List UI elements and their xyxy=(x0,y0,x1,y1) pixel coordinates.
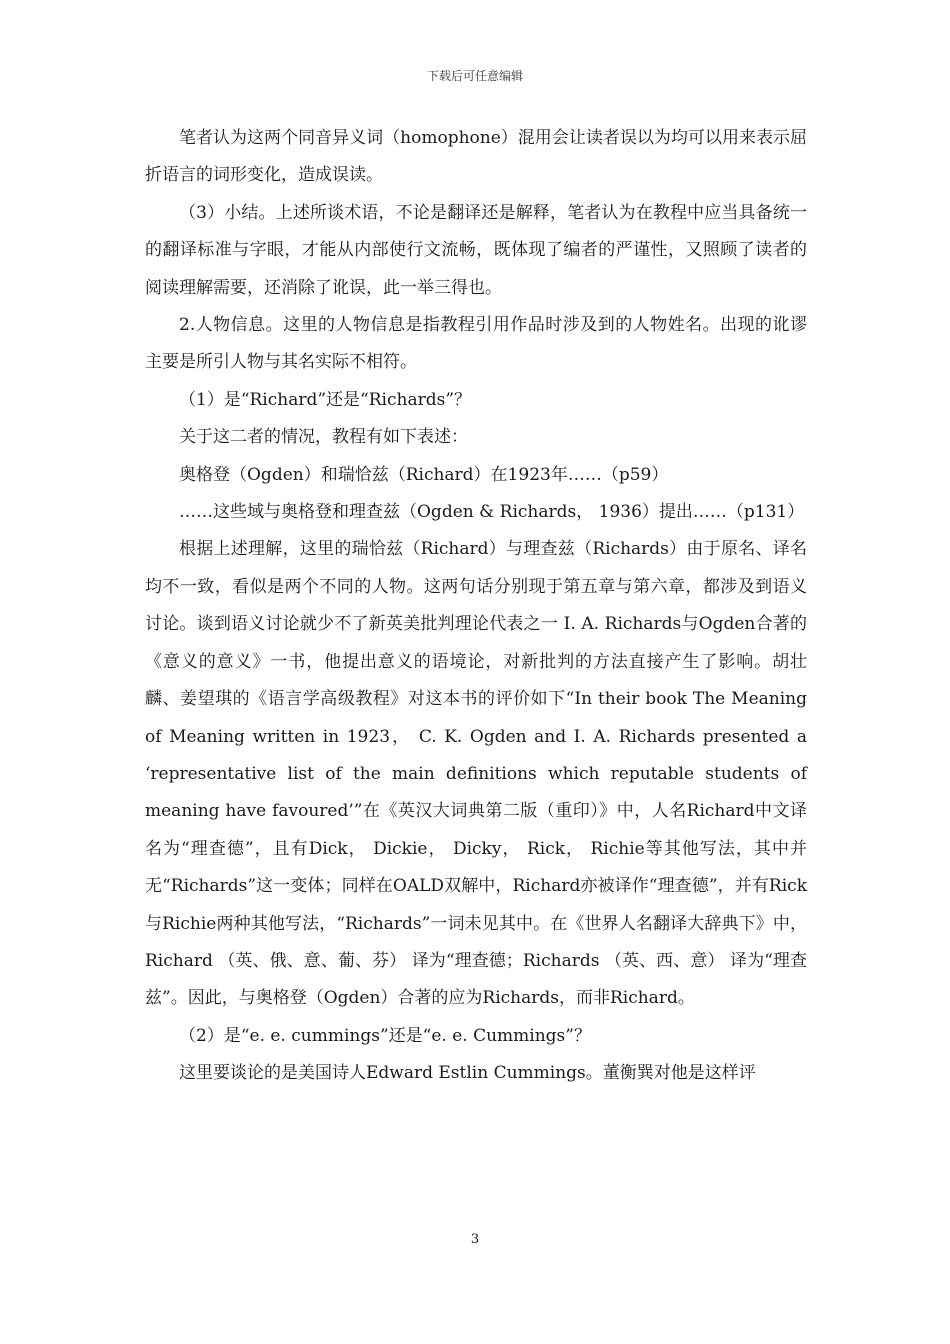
paragraph-homophone: 笔者认为这两个同音异义词（homophone）混用会让读者误以为均可以用来表示屈折语言的词形变化，造成误读。 xyxy=(145,128,807,186)
subheading-cummings: （2）是“e. e. cummings”还是“e. e. Cummings”？ xyxy=(179,1025,591,1046)
paragraph-textbook-statement: 关于这二者的情况，教程有如下表述： xyxy=(179,427,468,448)
quote-p59: 奥格登（Ogden）和瑞恰兹（Richard）在1923年……（p59） xyxy=(179,464,669,485)
document-body xyxy=(145,120,807,1093)
page-number: 3 xyxy=(470,1232,480,1247)
subheading-richard: （1）是“Richard”还是“Richards”？ xyxy=(179,389,472,410)
quote-p131: ……这些域与奥格登和理查兹（Ogden & Richards， 1936）提出……（p131） xyxy=(179,502,805,523)
paragraph-summary: （3）小结。上述所谈术语，不论是翻译还是解释，笔者认为在教程中应当具备统一的翻译标准与字眼，才能从内部使行文流畅，既体现了编者的严谨性，又照顾了读者的阅读理解需要，还消除了讹误，此一举三得也。 xyxy=(145,202,807,298)
paragraph-person-info: 2.人物信息。这里的人物信息是指教程引用作品时涉及到的人物姓名。出现的讹谬主要是所引人物与其名实际不相符。 xyxy=(145,315,807,373)
paragraph-cummings: 这里要谈论的是美国诗人Edward Estlin Cummings。董衡巽对他是这样评 xyxy=(179,1063,756,1084)
page-header: 下载后可任意编辑 xyxy=(426,69,523,83)
paragraph-analysis: 根据上述理解，这里的瑞恰兹（Richard）与理查兹（Richards）由于原名、译名均不一致，看似是两个不同的人物。这两句话分别现于第五章与第六章，都涉及到语义讨论。谈到语义讨论就少不了新英美批判理论代表之一 I. A. Richards与Ogden合著的《意义的意义》一书，他提出意义的语境论，对新批判的方法直接产生了影响。胡壮麟、姜望琪的《语言学高级教程》对这本书的评价如下“In their book The Meaning of Meaning written in 1923， C. K. Ogden and I. A. Richards presented a ‘representative list of the main definitions which reputable students of meaning have favoured’”在《英汉大词典第二版（重印）》中，人名Richard中文译名为“理查德”，且有Dick， Dickie， Dicky， Rick， Richie等其他写法，其中并无“Richards”这一变体；同样在OALD双解中，Richard亦被译作“理查德”，并有Rick与Richie两种其他写法，“Richards”一词未见其中。在《世界人名翻译大辞典下》中，Richard （英、俄、意、葡、芬） 译为“理查德；Richards （英、西、意） 译为“理查兹”。因此，与奥格登（Ogden）合著的应为Richards，而非Richard。 xyxy=(145,539,807,1009)
